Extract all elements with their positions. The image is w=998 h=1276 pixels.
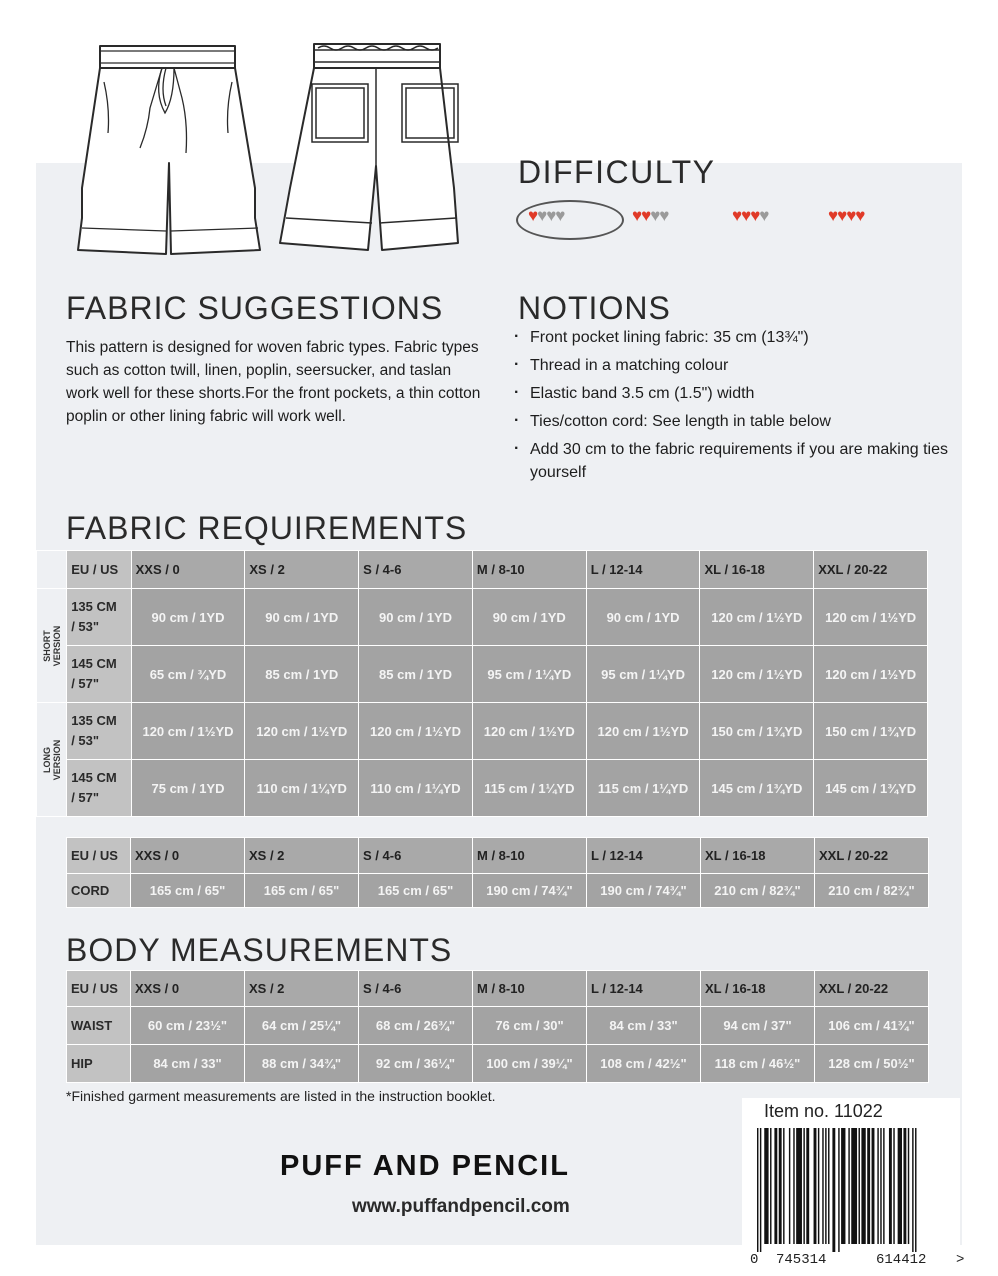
heart-icon: ♥ — [846, 206, 856, 225]
table-cell: 84 cm / 33" — [131, 1045, 245, 1083]
fabric-requirements-table — [36, 550, 928, 817]
barcode-bar — [903, 1128, 906, 1244]
barcode-bar — [783, 1128, 784, 1244]
size-header: XXS / 0 — [131, 838, 245, 874]
table-cell: 210 cm / 82¾" — [701, 874, 815, 908]
cord-row-label: CORD — [67, 874, 131, 908]
fabric-width-label: 135 CM / 53" — [67, 703, 131, 760]
table-cell: 120 cm / 1½YD — [700, 646, 814, 703]
heart-icon: ♥ — [555, 206, 565, 225]
size-header: XXL / 20-22 — [815, 971, 929, 1007]
size-header: XL / 16-18 — [701, 971, 815, 1007]
barcode-bar — [770, 1128, 771, 1244]
barcode-bar — [774, 1128, 777, 1244]
size-header: XS / 2 — [245, 971, 359, 1007]
table-cell: 90 cm / 1YD — [245, 589, 359, 646]
table-cell: 150 cm / 1¾YD — [700, 703, 814, 760]
table-cell: 92 cm / 36¼" — [359, 1045, 473, 1083]
table-cell: 145 cm / 1¾YD — [814, 760, 928, 817]
shorts-back-sketch — [272, 38, 472, 258]
barcode-bar — [818, 1128, 819, 1244]
table-cell: 60 cm / 23½" — [131, 1007, 245, 1045]
table-cell: 115 cm / 1¼YD — [586, 760, 700, 817]
table-cell: 75 cm / 1YD — [131, 760, 245, 817]
size-header: L / 12-14 — [587, 838, 701, 874]
barcode-bar — [841, 1128, 845, 1244]
barcode-bar — [912, 1128, 913, 1252]
table-cell: 190 cm / 74¾" — [473, 874, 587, 908]
heart-icon: ♥ — [759, 206, 769, 225]
fabric-suggestions-title: FABRIC SUGGESTIONS — [66, 290, 444, 326]
barcode-bar — [898, 1128, 902, 1244]
barcode-bar — [877, 1128, 878, 1244]
size-header: XXL / 20-22 — [815, 838, 929, 874]
size-header: S / 4-6 — [359, 971, 473, 1007]
size-corner-label: EU / US — [67, 971, 131, 1007]
table-cell: 90 cm / 1YD — [359, 589, 473, 646]
barcode-bar — [822, 1128, 823, 1244]
fabric-width-label: 135 CM / 53" — [67, 589, 131, 646]
barcode-bar — [908, 1128, 909, 1244]
barcode-bar — [793, 1128, 794, 1244]
barcode-bar — [757, 1128, 758, 1252]
difficulty-level-1 — [528, 206, 564, 226]
table-cell: 145 cm / 1¾YD — [700, 760, 814, 817]
difficulty-rating — [516, 200, 926, 240]
barcode-digit-first: 0 — [750, 1252, 759, 1268]
table-cell: 190 cm / 74¾" — [587, 874, 701, 908]
difficulty-title: DIFFICULTY — [518, 154, 716, 190]
table-cell: 150 cm / 1¾YD — [814, 703, 928, 760]
size-header: XL / 16-18 — [701, 838, 815, 874]
brand-name: PUFF AND PENCIL — [280, 1150, 570, 1182]
notion-item: · Ties/cotton cord: See length in table below — [512, 410, 962, 433]
shorts-front-sketch — [70, 38, 270, 258]
size-header: XXL / 20-22 — [814, 551, 928, 589]
heart-icon: ♥ — [855, 206, 865, 225]
hip-row-label: HIP — [67, 1045, 131, 1083]
table-cell: 108 cm / 42½" — [587, 1045, 701, 1083]
difficulty-level-3 — [732, 206, 768, 226]
table-cell: 210 cm / 82¾" — [815, 874, 929, 908]
barcode-bar — [883, 1128, 884, 1244]
heart-icon: ♥ — [546, 206, 556, 225]
heart-icon: ♥ — [537, 206, 547, 225]
size-header: M / 8-10 — [473, 838, 587, 874]
table-cell: 120 cm / 1½YD — [814, 646, 928, 703]
barcode-bar — [872, 1128, 875, 1244]
heart-icon: ♥ — [650, 206, 660, 225]
long-version-label: LONG VERSION — [41, 739, 62, 780]
heart-icon: ♥ — [828, 206, 838, 225]
notion-item: · Front pocket lining fabric: 35 cm (13¾") — [512, 326, 962, 349]
table-cell: 120 cm / 1½YD — [814, 589, 928, 646]
heart-icon: ♥ — [632, 206, 642, 225]
item-number: Item no. 11022 — [764, 1101, 883, 1121]
table-cell: 110 cm / 1¼YD — [245, 760, 359, 817]
table-cell: 88 cm / 34¾" — [245, 1045, 359, 1083]
table-cell: 120 cm / 1½YD — [700, 589, 814, 646]
table-cell: 94 cm / 37" — [701, 1007, 815, 1045]
heart-icon: ♥ — [741, 206, 751, 225]
fabric-suggestions-text: This pattern is designed for woven fabric types. Fabric types such as cotton twill, linen, poplin, seersucker, and taslan work well for these shorts.For the front pockets, a thin cotton poplin or other lining fabric will work well. — [66, 339, 481, 425]
body-measurements-title: BODY MEASUREMENTS — [66, 932, 453, 968]
measurement-footnote: *Finished garment measurements are listed in the instruction booklet. — [66, 1088, 496, 1104]
table-cell: 64 cm / 25¼" — [245, 1007, 359, 1045]
fabric-width-label: 145 CM / 57" — [67, 760, 131, 817]
barcode-digit-end: > — [956, 1252, 965, 1268]
table-cell: 165 cm / 65" — [245, 874, 359, 908]
heart-icon: ♥ — [528, 206, 538, 225]
barcode-bar — [851, 1128, 857, 1244]
notion-item: · Elastic band 3.5 cm (1.5") width — [512, 382, 962, 405]
table-cell: 95 cm / 1¼YD — [472, 646, 586, 703]
barcode-bar — [814, 1128, 817, 1244]
barcode-bar — [764, 1128, 768, 1244]
notion-item: · Add 30 cm to the fabric requirements if you are making ties yourself — [512, 438, 962, 484]
size-corner-label: EU / US — [67, 838, 131, 874]
table-cell: 95 cm / 1¼YD — [586, 646, 700, 703]
fabric-width-label: 145 CM / 57" — [67, 646, 131, 703]
table-cell: 118 cm / 46½" — [701, 1045, 815, 1083]
barcode-digits-right: 614412 — [876, 1252, 927, 1268]
heart-icon: ♥ — [750, 206, 760, 225]
size-header: L / 12-14 — [586, 551, 700, 589]
barcode-bar — [861, 1128, 865, 1244]
table-cell: 76 cm / 30" — [473, 1007, 587, 1045]
difficulty-level-2 — [632, 206, 668, 226]
size-header: L / 12-14 — [587, 971, 701, 1007]
barcode-bar — [760, 1128, 761, 1252]
barcode-bar — [838, 1128, 839, 1252]
heart-icon: ♥ — [659, 206, 669, 225]
size-header: XL / 16-18 — [700, 551, 814, 589]
size-header: S / 4-6 — [359, 551, 473, 589]
notions-title: NOTIONS — [518, 290, 671, 326]
barcode-bar — [796, 1128, 802, 1244]
table-cell: 120 cm / 1½YD — [359, 703, 473, 760]
table-cell: 120 cm / 1½YD — [245, 703, 359, 760]
notion-item: · Thread in a matching colour — [512, 354, 962, 377]
size-header: XXS / 0 — [131, 551, 245, 589]
size-header: XS / 2 — [245, 551, 359, 589]
fabric-requirements-title: FABRIC REQUIREMENTS — [66, 510, 468, 546]
size-header: M / 8-10 — [473, 971, 587, 1007]
table-cell: 68 cm / 26¾" — [359, 1007, 473, 1045]
heart-icon: ♥ — [837, 206, 847, 225]
barcode-bar — [806, 1128, 809, 1244]
size-header: S / 4-6 — [359, 838, 473, 874]
table-cell: 120 cm / 1½YD — [131, 703, 245, 760]
heart-icon: ♥ — [641, 206, 651, 225]
barcode-bar — [832, 1128, 835, 1252]
barcode-bar — [889, 1128, 892, 1244]
table-cell: 120 cm / 1½YD — [472, 703, 586, 760]
table-cell: 165 cm / 65" — [131, 874, 245, 908]
brand-url[interactable]: www.puffandpencil.com — [352, 1196, 570, 1217]
table-cell: 165 cm / 65" — [359, 874, 473, 908]
table-cell: 90 cm / 1YD — [586, 589, 700, 646]
barcode-image — [753, 1128, 961, 1252]
barcode-bar — [859, 1128, 860, 1244]
barcode-bar — [789, 1128, 790, 1244]
table-cell: 100 cm / 39¼" — [473, 1045, 587, 1083]
body-measurements-table — [66, 970, 929, 1083]
barcode-bar — [915, 1128, 916, 1252]
table-cell: 65 cm / ¾YD — [131, 646, 245, 703]
size-header: XS / 2 — [245, 838, 359, 874]
barcode-bar — [803, 1128, 804, 1244]
barcode-digits-left: 745314 — [776, 1252, 827, 1268]
table-cell: 90 cm / 1YD — [131, 589, 245, 646]
barcode-bar — [779, 1128, 782, 1244]
barcode-bar — [848, 1128, 849, 1244]
size-corner-label: EU / US — [67, 551, 131, 589]
size-header: XXS / 0 — [131, 971, 245, 1007]
cord-table — [66, 837, 929, 908]
short-version-label: SHORT VERSION — [41, 625, 62, 666]
waist-row-label: WAIST — [67, 1007, 131, 1045]
table-cell: 128 cm / 50½" — [815, 1045, 929, 1083]
table-cell: 106 cm / 41¾" — [815, 1007, 929, 1045]
table-cell: 84 cm / 33" — [587, 1007, 701, 1045]
table-cell: 85 cm / 1YD — [359, 646, 473, 703]
size-header: M / 8-10 — [472, 551, 586, 589]
table-cell: 110 cm / 1¼YD — [359, 760, 473, 817]
table-cell: 120 cm / 1½YD — [586, 703, 700, 760]
barcode-bar — [893, 1128, 894, 1244]
barcode-bar — [828, 1128, 829, 1244]
notions-list — [512, 326, 962, 489]
table-cell: 90 cm / 1YD — [472, 589, 586, 646]
table-cell: 115 cm / 1¼YD — [472, 760, 586, 817]
heart-icon: ♥ — [732, 206, 742, 225]
difficulty-level-4 — [828, 206, 864, 226]
table-cell: 85 cm / 1YD — [245, 646, 359, 703]
barcode-bar — [825, 1128, 826, 1244]
barcode-bar — [880, 1128, 881, 1244]
barcode-bar — [867, 1128, 870, 1244]
